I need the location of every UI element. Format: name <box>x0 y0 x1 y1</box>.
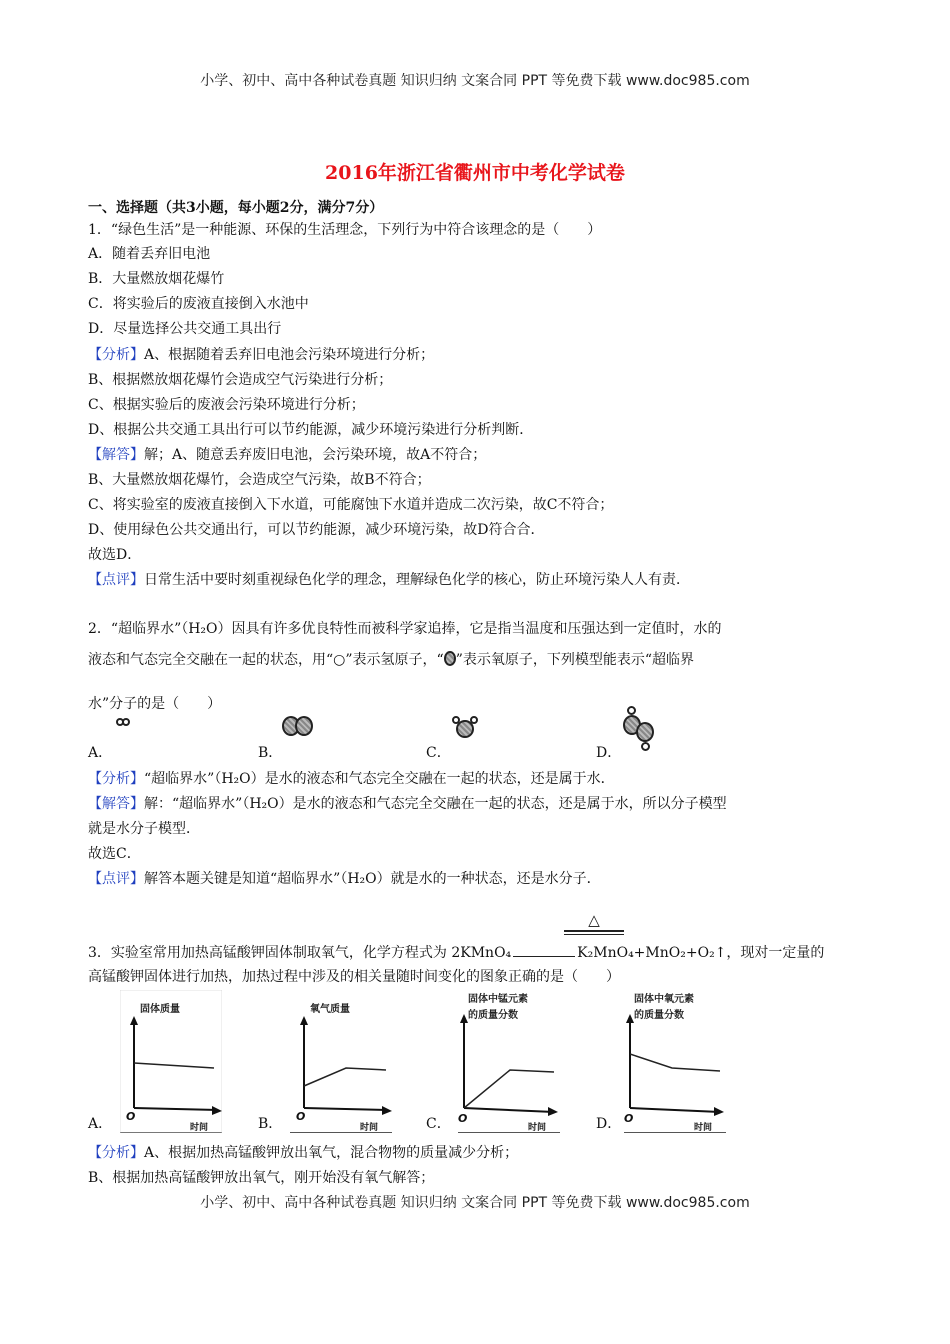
q3-stem-line1 <box>88 944 824 962</box>
svg-text:时间: 时间 <box>694 1123 713 1133</box>
q3-stem-part: 3．实验室常用加热高锰酸钾固体制取氧气，化学方程式为 2KMnO₄ <box>88 945 512 961</box>
molecule-a-icon <box>116 718 130 726</box>
q1-stem: 1．“绿色生活”是一种能源、环保的生活理念，下列行为中符合该理念的是（ ） <box>88 222 602 238</box>
q2-analysis <box>88 770 615 788</box>
q1-analysis-line: C、根据实验后的废液会污染环境进行分析； <box>88 397 365 413</box>
svg-text:固体中锰元素: 固体中锰元素 <box>468 994 528 1005</box>
q1-option-b: B．大量燃放烟花爆竹 <box>88 271 225 287</box>
svg-text:固体质量: 固体质量 <box>140 1004 180 1015</box>
reaction-condition <box>564 912 624 935</box>
svg-text:的质量分数: 的质量分数 <box>634 1010 684 1021</box>
q1-option-a: A．随着丢弃旧电池 <box>88 246 211 262</box>
q3-option-a-label: A． <box>88 1116 113 1132</box>
section-heading: 一、选择题（共3小题，每小题2分，满分7分） <box>88 200 384 216</box>
q3-option-d-label: D． <box>596 1116 622 1132</box>
q1-analysis-line: B、根据燃放烟花爆竹会造成空气污染进行分析； <box>88 372 393 388</box>
svg-text:时间: 时间 <box>360 1123 379 1133</box>
footer-banner: 小学、初中、高中各种试卷真题 知识归纳 文案合同 PPT 等免费下载 www.doc985.com <box>200 1195 750 1211</box>
q2-answer <box>88 795 727 813</box>
q2-comment <box>88 870 601 888</box>
q3-stem-line2: 高锰酸钾固体进行加热，加热过程中涉及的相关量随时间变化的图象正确的是（ ） <box>88 969 620 985</box>
svg-text:O: O <box>296 1110 306 1123</box>
q1-comment-text: 日常生活中要时刻重视绿色化学的理念，理解绿色化学的核心，防止环境污染人人有责． <box>144 572 690 588</box>
q3-option-b-label: B． <box>258 1116 283 1132</box>
q2-stem-line3: 水”分子的是（ ） <box>88 696 222 712</box>
q2-stem-part: 液态和气态完全交融在一起的状态，用“○”表示氢原子，“ <box>88 652 444 668</box>
q3-graphs <box>88 990 868 1135</box>
answer-tag: 【解答】 <box>88 447 144 463</box>
svg-text:氧气质量: 氧气质量 <box>310 1004 350 1015</box>
q3-option-c-label: C． <box>426 1116 451 1132</box>
q1-analysis-line: D、根据公共交通工具出行可以节约能源，减少环境污染进行分析判断． <box>88 422 534 438</box>
q2-answer-line2: 就是水分子模型． <box>88 821 200 837</box>
analysis-tag: 【分析】 <box>88 347 144 363</box>
comment-tag: 【点评】 <box>88 871 144 887</box>
header-banner: 小学、初中、高中各种试卷真题 知识归纳 文案合同 PPT 等免费下载 www.doc985.com <box>200 73 750 89</box>
q3-analysis-line: B、根据加热高锰酸钾放出氧气，刚开始没有氧气解答； <box>88 1170 435 1186</box>
q2-comment-text: 解答本题关键是知道“超临界水”（H₂O）就是水的一种状态，还是水分子． <box>144 871 601 887</box>
q2-answer-text: 解：“超临界水”（H₂O）是水的液态和气态完全交融在一起的状态，还是属于水，所以分子模型 <box>144 796 727 812</box>
q1-comment <box>88 571 690 589</box>
answer-tag: 【解答】 <box>88 796 144 812</box>
q1-answer-line: 解；A、随意丢弃废旧电池，会污染环境，故A不符合； <box>144 447 487 463</box>
graph-c <box>458 990 560 1133</box>
q2-stem-part: ”表示氧原子，下列模型能表示“超临界 <box>455 652 695 668</box>
q2-choice: 故选C． <box>88 846 141 862</box>
molecule-d-icon <box>623 706 657 756</box>
svg-text:时间: 时间 <box>528 1123 547 1133</box>
page-title: 2016年浙江省衢州市中考化学试卷 <box>325 162 625 184</box>
q1-option-d: D．尽量选择公共交通工具出行 <box>88 321 282 337</box>
q1-choice: 故选D． <box>88 547 142 563</box>
q1-answer <box>88 446 486 464</box>
comment-tag: 【点评】 <box>88 572 144 588</box>
analysis-tag: 【分析】 <box>88 1145 144 1161</box>
q2-option-b-label: B． <box>258 745 283 761</box>
q1-answer-line: D、使用绿色公共交通出行，可以节约能源，减少环境污染，故D符合合． <box>88 522 545 538</box>
svg-text:O: O <box>458 1112 468 1125</box>
graph-a <box>120 990 222 1133</box>
q1-answer-line: C、将实验室的废液直接倒入下水道，可能腐蚀下水道并造成二次污染，故C不符合； <box>88 497 614 513</box>
q3-analysis-line: A、根据加热高锰酸钾放出氧气，混合物物的质量减少分析； <box>144 1145 519 1161</box>
q1-option-c: C．将实验后的废液直接倒入水池中 <box>88 296 309 312</box>
equation-arrow <box>513 956 575 957</box>
oxygen-atom-icon <box>444 651 456 666</box>
q1-analysis <box>88 346 434 364</box>
q3-analysis <box>88 1144 518 1162</box>
analysis-tag: 【分析】 <box>88 771 144 787</box>
q2-option-c-label: C． <box>426 745 451 761</box>
q1-answer-line: B、大量燃放烟花爆竹，会造成空气污染，故B不符合； <box>88 472 431 488</box>
q2-analysis-text: “超临界水”（H₂O）是水的液态和气态完全交融在一起的状态，还是属于水． <box>144 771 615 787</box>
svg-text:O: O <box>624 1112 634 1125</box>
q2-option-d-label: D． <box>596 745 622 761</box>
svg-text:时间: 时间 <box>190 1123 209 1133</box>
q1-analysis-line: A、根据随着丢弃旧电池会污染环境进行分析； <box>144 347 435 363</box>
heat-symbol: △ <box>588 911 600 929</box>
graph-d <box>624 990 726 1133</box>
svg-text:的质量分数: 的质量分数 <box>468 1010 518 1021</box>
svg-text:固体中氧元素: 固体中氧元素 <box>634 994 694 1005</box>
q3-stem-part: K₂MnO₄+MnO₂+O₂↑，现对一定量的 <box>577 945 825 961</box>
molecule-b-icon <box>282 716 314 736</box>
q2-options <box>88 712 868 762</box>
q2-stem-line2 <box>88 651 694 669</box>
molecule-c-icon <box>452 716 478 738</box>
svg-text:O: O <box>126 1110 136 1123</box>
q2-stem-line1: 2．“超临界水”（H₂O）因具有许多优良特性而被科学家追捧，它是指当温度和压强达到一定值时，水的 <box>88 621 722 637</box>
q2-option-a-label: A． <box>88 745 113 761</box>
graph-b <box>290 990 392 1133</box>
